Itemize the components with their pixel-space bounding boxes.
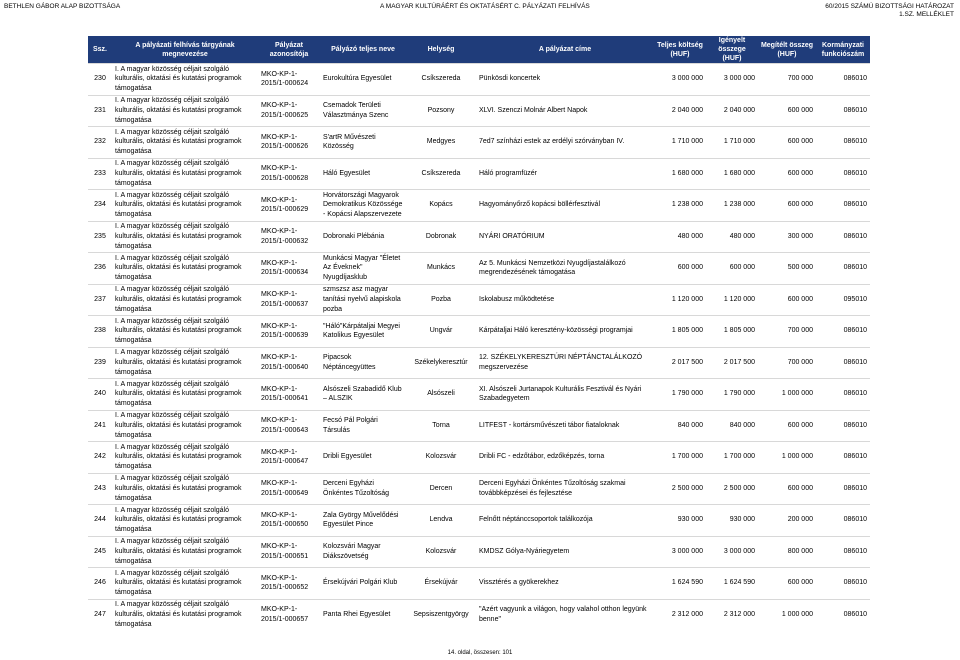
- cell-hely: Dobronak: [406, 221, 476, 253]
- cell-megitelt: 1 000 000: [758, 379, 816, 411]
- cell-hely: Alsószeli: [406, 379, 476, 411]
- cell-funkcio: 086010: [816, 64, 870, 96]
- column-header: Igényelt összege (HUF): [706, 36, 758, 64]
- cell-megitelt: 1 000 000: [758, 599, 816, 630]
- cell-cim: XLVI. Szenczi Molnár Albert Napok: [476, 95, 654, 127]
- cell-targy: I. A magyar közösség céljait szolgáló kulturális, oktatási és kutatási programok támogatása: [112, 64, 258, 96]
- table-row: [88, 316, 870, 348]
- cell-nev: Kolozsvári Magyar Diákszövetség: [320, 536, 406, 568]
- table-row: [88, 379, 870, 411]
- cell-cim: Pünkösdi koncertek: [476, 64, 654, 96]
- cell-ssz: 230: [88, 64, 112, 96]
- cell-funkcio: 086010: [816, 599, 870, 630]
- cell-funkcio: 086010: [816, 473, 870, 505]
- cell-hely: Dercen: [406, 473, 476, 505]
- cell-igenyelt: 1 120 000: [706, 284, 758, 316]
- cell-ssz: 235: [88, 221, 112, 253]
- cell-ssz: 240: [88, 379, 112, 411]
- cell-hely: Munkács: [406, 253, 476, 285]
- cell-ssz: 238: [88, 316, 112, 348]
- cell-nev: Pipacsok Néptáncegyüttes: [320, 347, 406, 379]
- page-footer: 14. oldal, összesen: 101: [447, 650, 513, 656]
- cell-azon: MKO-KP-1-2015/1-000651: [258, 536, 320, 568]
- column-header: Kormányzati funkciószám: [816, 36, 870, 64]
- cell-igenyelt: 1 805 000: [706, 316, 758, 348]
- cell-teljes: 2 040 000: [654, 95, 706, 127]
- cell-targy: I. A magyar közösség céljait szolgáló kulturális, oktatási és kutatási programok támogatása: [112, 568, 258, 600]
- cell-azon: MKO-KP-1-2015/1-000641: [258, 379, 320, 411]
- table-row: [88, 568, 870, 600]
- cell-hely: Torna: [406, 410, 476, 442]
- cell-azon: MKO-KP-1-2015/1-000650: [258, 505, 320, 537]
- cell-azon: MKO-KP-1-2015/1-000629: [258, 190, 320, 222]
- cell-igenyelt: 1 624 590: [706, 568, 758, 600]
- cell-targy: I. A magyar közösség céljait szolgáló kulturális, oktatási és kutatási programok támogatása: [112, 347, 258, 379]
- cell-nev: "Háló"Kárpátaljai Megyei Katolikus Egyesület: [320, 316, 406, 348]
- cell-targy: I. A magyar közösség céljait szolgáló kulturális, oktatási és kutatási programok támogatása: [112, 379, 258, 411]
- cell-megitelt: 700 000: [758, 347, 816, 379]
- column-header: Helység: [406, 36, 476, 64]
- cell-targy: I. A magyar közösség céljait szolgáló kulturális, oktatási és kutatási programok támogatása: [112, 284, 258, 316]
- cell-megitelt: 800 000: [758, 536, 816, 568]
- cell-nev: Panta Rhei Egyesület: [320, 599, 406, 630]
- cell-megitelt: 600 000: [758, 568, 816, 600]
- cell-azon: MKO-KP-1-2015/1-000634: [258, 253, 320, 285]
- table-row: [88, 158, 870, 190]
- cell-nev: Zala György Művelődési Egyesület Pince: [320, 505, 406, 537]
- cell-hely: Csíkszereda: [406, 158, 476, 190]
- cell-funkcio: 086010: [816, 127, 870, 159]
- cell-ssz: 237: [88, 284, 112, 316]
- cell-cim: Vissztérés a gyökerekhez: [476, 568, 654, 600]
- cell-azon: MKO-KP-1-2015/1-000652: [258, 568, 320, 600]
- cell-targy: I. A magyar közösség céljait szolgáló kulturális, oktatási és kutatási programok támogatása: [112, 410, 258, 442]
- cell-funkcio: 086010: [816, 253, 870, 285]
- cell-funkcio: 086010: [816, 379, 870, 411]
- cell-ssz: 233: [88, 158, 112, 190]
- cell-funkcio: 086010: [816, 221, 870, 253]
- table-row: [88, 442, 870, 474]
- cell-nev: szmszsz asz magyar tanítási nyelvű alapiskola pozba: [320, 284, 406, 316]
- cell-targy: I. A magyar közösség céljait szolgáló kulturális, oktatási és kutatási programok támogatása: [112, 505, 258, 537]
- cell-funkcio: 086010: [816, 536, 870, 568]
- cell-nev: Háló Egyesület: [320, 158, 406, 190]
- cell-nev: Csemadok Területi Választmánya Szenc: [320, 95, 406, 127]
- cell-ssz: 245: [88, 536, 112, 568]
- cell-hely: Kolozsvár: [406, 536, 476, 568]
- cell-teljes: 480 000: [654, 221, 706, 253]
- cell-megitelt: 600 000: [758, 95, 816, 127]
- cell-funkcio: 086010: [816, 505, 870, 537]
- cell-cim: 7ed7 színházi estek az erdélyi szórványban IV.: [476, 127, 654, 159]
- table-row: [88, 505, 870, 537]
- cell-targy: I. A magyar közösség céljait szolgáló kulturális, oktatási és kutatási programok támogatása: [112, 127, 258, 159]
- cell-teljes: 1 790 000: [654, 379, 706, 411]
- cell-nev: Eurokultúra Egyesület: [320, 64, 406, 96]
- column-header: A pályázati felhívás tárgyának megnevezése: [112, 36, 258, 64]
- column-header: Ssz.: [88, 36, 112, 64]
- cell-igenyelt: 1 238 000: [706, 190, 758, 222]
- cell-megitelt: 600 000: [758, 190, 816, 222]
- cell-igenyelt: 1 710 000: [706, 127, 758, 159]
- column-header: Pályázó teljes neve: [320, 36, 406, 64]
- column-header: A pályázat címe: [476, 36, 654, 64]
- cell-funkcio: 086010: [816, 568, 870, 600]
- cell-teljes: 2 500 000: [654, 473, 706, 505]
- cell-cim: KMDSZ Gólya-Nyáriegyetem: [476, 536, 654, 568]
- cell-igenyelt: 2 017 500: [706, 347, 758, 379]
- table-row: [88, 284, 870, 316]
- cell-igenyelt: 3 000 000: [706, 64, 758, 96]
- cell-hely: Kopács: [406, 190, 476, 222]
- table-row: [88, 473, 870, 505]
- grant-table: [88, 36, 870, 630]
- cell-azon: MKO-KP-1-2015/1-000625: [258, 95, 320, 127]
- cell-megitelt: 300 000: [758, 221, 816, 253]
- cell-azon: MKO-KP-1-2015/1-000643: [258, 410, 320, 442]
- cell-hely: Ungvár: [406, 316, 476, 348]
- cell-azon: MKO-KP-1-2015/1-000624: [258, 64, 320, 96]
- cell-igenyelt: 1 680 000: [706, 158, 758, 190]
- cell-teljes: 1 710 000: [654, 127, 706, 159]
- cell-teljes: 1 120 000: [654, 284, 706, 316]
- cell-teljes: 930 000: [654, 505, 706, 537]
- cell-ssz: 234: [88, 190, 112, 222]
- cell-cim: Felnőtt néptánccsoportok találkozója: [476, 505, 654, 537]
- cell-nev: Horvátországi Magyarok Demokratikus Közössége - Kopácsi Alapszervezete: [320, 190, 406, 222]
- cell-igenyelt: 3 000 000: [706, 536, 758, 568]
- cell-nev: Alsószeli Szabadidő Klub – ALSZIK: [320, 379, 406, 411]
- cell-targy: I. A magyar közösség céljait szolgáló kulturális, oktatási és kutatási programok támogatása: [112, 473, 258, 505]
- table-body: [88, 64, 870, 631]
- table-row: [88, 599, 870, 630]
- cell-ssz: 247: [88, 599, 112, 630]
- cell-teljes: 840 000: [654, 410, 706, 442]
- cell-megitelt: 600 000: [758, 127, 816, 159]
- cell-hely: Érsekújvár: [406, 568, 476, 600]
- cell-megitelt: 600 000: [758, 473, 816, 505]
- table-row: [88, 347, 870, 379]
- cell-igenyelt: 2 040 000: [706, 95, 758, 127]
- cell-hely: Pozba: [406, 284, 476, 316]
- cell-igenyelt: 930 000: [706, 505, 758, 537]
- cell-megitelt: 1 000 000: [758, 442, 816, 474]
- cell-cim: Hagyományőrző kopácsi böllérfesztivál: [476, 190, 654, 222]
- cell-igenyelt: 2 500 000: [706, 473, 758, 505]
- cell-ssz: 243: [88, 473, 112, 505]
- cell-ssz: 242: [88, 442, 112, 474]
- cell-funkcio: 086010: [816, 347, 870, 379]
- cell-azon: MKO-KP-1-2015/1-000628: [258, 158, 320, 190]
- cell-azon: MKO-KP-1-2015/1-000639: [258, 316, 320, 348]
- header-right: 60/2015 SZÁMÚ BIZOTTSÁGI HATÁROZAT: [825, 3, 954, 10]
- cell-cim: Dribli FC - edzőtábor, edzőképzés, torna: [476, 442, 654, 474]
- table-row: [88, 536, 870, 568]
- cell-teljes: 2 312 000: [654, 599, 706, 630]
- cell-targy: I. A magyar közösség céljait szolgáló kulturális, oktatási és kutatási programok támogatása: [112, 190, 258, 222]
- document-header: [0, 0, 960, 16]
- cell-targy: I. A magyar közösség céljait szolgáló kulturális, oktatási és kutatási programok támogatása: [112, 599, 258, 630]
- cell-funkcio: 086010: [816, 190, 870, 222]
- cell-nev: Munkácsi Magyar "Életet Az Éveknek" Nyugdíjasklub: [320, 253, 406, 285]
- cell-cim: Kárpátaljai Háló keresztény-közösségi programjai: [476, 316, 654, 348]
- cell-cim: NYÁRI ORATÓRIUM: [476, 221, 654, 253]
- cell-azon: MKO-KP-1-2015/1-000637: [258, 284, 320, 316]
- cell-hely: Pozsony: [406, 95, 476, 127]
- cell-funkcio: 086010: [816, 316, 870, 348]
- cell-igenyelt: 1 700 000: [706, 442, 758, 474]
- cell-ssz: 239: [88, 347, 112, 379]
- cell-cim: Háló programfüzér: [476, 158, 654, 190]
- cell-megitelt: 700 000: [758, 64, 816, 96]
- table-row: [88, 127, 870, 159]
- cell-ssz: 232: [88, 127, 112, 159]
- cell-funkcio: 086010: [816, 158, 870, 190]
- cell-cim: LITFEST - kortársművészeti tábor fiataloknak: [476, 410, 654, 442]
- cell-funkcio: 086010: [816, 410, 870, 442]
- header-sub: 1.SZ. MELLÉKLET: [899, 11, 954, 18]
- table-row: [88, 410, 870, 442]
- cell-targy: I. A magyar közösség céljait szolgáló kulturális, oktatási és kutatási programok támogatása: [112, 158, 258, 190]
- table-row: [88, 95, 870, 127]
- cell-hely: Medgyes: [406, 127, 476, 159]
- cell-targy: I. A magyar közösség céljait szolgáló kulturális, oktatási és kutatási programok támogatása: [112, 253, 258, 285]
- header-center: A MAGYAR KULTÚRÁÉRT ÉS OKTATÁSÉRT C. PÁLYÁZATI FELHÍVÁS: [380, 3, 590, 10]
- table-row: [88, 64, 870, 96]
- cell-targy: I. A magyar közösség céljait szolgáló kulturális, oktatási és kutatási programok támogatása: [112, 442, 258, 474]
- cell-megitelt: 600 000: [758, 410, 816, 442]
- cell-ssz: 241: [88, 410, 112, 442]
- cell-nev: Dobronaki Plébánia: [320, 221, 406, 253]
- table-row: [88, 190, 870, 222]
- cell-igenyelt: 2 312 000: [706, 599, 758, 630]
- cell-teljes: 1 680 000: [654, 158, 706, 190]
- cell-azon: MKO-KP-1-2015/1-000632: [258, 221, 320, 253]
- cell-nev: Derceni Egyházi Önkéntes Tűzoltóság: [320, 473, 406, 505]
- cell-targy: I. A magyar közösség céljait szolgáló kulturális, oktatási és kutatási programok támogatása: [112, 316, 258, 348]
- cell-targy: I. A magyar közösség céljait szolgáló kulturális, oktatási és kutatási programok támogatása: [112, 221, 258, 253]
- cell-cim: "Azért vagyunk a világon, hogy valahol otthon legyünk benne": [476, 599, 654, 630]
- cell-funkcio: 086010: [816, 442, 870, 474]
- cell-nev: Érsekújvári Polgári Klub: [320, 568, 406, 600]
- cell-ssz: 236: [88, 253, 112, 285]
- cell-teljes: 1 238 000: [654, 190, 706, 222]
- table-header-row: [88, 36, 870, 64]
- cell-teljes: 3 000 000: [654, 64, 706, 96]
- cell-cim: 12. SZÉKELYKERESZTÚRI NÉPTÁNCTALÁLKOZÓ megszervezése: [476, 347, 654, 379]
- cell-megitelt: 600 000: [758, 284, 816, 316]
- cell-teljes: 3 000 000: [654, 536, 706, 568]
- column-header: Pályázat azonosítója: [258, 36, 320, 64]
- cell-teljes: 600 000: [654, 253, 706, 285]
- cell-cim: Iskolabusz működtetése: [476, 284, 654, 316]
- cell-ssz: 246: [88, 568, 112, 600]
- cell-igenyelt: 840 000: [706, 410, 758, 442]
- cell-cim: Derceni Egyházi Önkéntes Tűzoltóság szakmai továbbképzései és fejlesztése: [476, 473, 654, 505]
- cell-nev: Fecsó Pál Polgári Társulás: [320, 410, 406, 442]
- cell-azon: MKO-KP-1-2015/1-000657: [258, 599, 320, 630]
- cell-teljes: 1 805 000: [654, 316, 706, 348]
- cell-ssz: 231: [88, 95, 112, 127]
- cell-teljes: 1 624 590: [654, 568, 706, 600]
- cell-hely: Lendva: [406, 505, 476, 537]
- cell-azon: MKO-KP-1-2015/1-000626: [258, 127, 320, 159]
- cell-megitelt: 700 000: [758, 316, 816, 348]
- cell-igenyelt: 1 790 000: [706, 379, 758, 411]
- cell-teljes: 2 017 500: [654, 347, 706, 379]
- cell-azon: MKO-KP-1-2015/1-000649: [258, 473, 320, 505]
- cell-teljes: 1 700 000: [654, 442, 706, 474]
- cell-funkcio: 086010: [816, 95, 870, 127]
- cell-megitelt: 600 000: [758, 158, 816, 190]
- column-header: Megítélt összeg (HUF): [758, 36, 816, 64]
- cell-targy: I. A magyar közösség céljait szolgáló kulturális, oktatási és kutatási programok támogatása: [112, 95, 258, 127]
- cell-hely: Kolozsvár: [406, 442, 476, 474]
- cell-azon: MKO-KP-1-2015/1-000647: [258, 442, 320, 474]
- cell-cim: Az 5. Munkácsi Nemzetközi Nyugdíjastalálkozó megrendezésének támogatása: [476, 253, 654, 285]
- cell-nev: S'artR Művészeti Közösség: [320, 127, 406, 159]
- cell-hely: Csíkszereda: [406, 64, 476, 96]
- table-row: [88, 253, 870, 285]
- cell-igenyelt: 600 000: [706, 253, 758, 285]
- cell-igenyelt: 480 000: [706, 221, 758, 253]
- cell-azon: MKO-KP-1-2015/1-000640: [258, 347, 320, 379]
- cell-nev: Dribli Egyesület: [320, 442, 406, 474]
- cell-cim: XI. Alsószeli Jurtanapok Kulturális Fesztivál és Nyári Szabadegyetem: [476, 379, 654, 411]
- cell-hely: Székelykeresztúr: [406, 347, 476, 379]
- cell-ssz: 244: [88, 505, 112, 537]
- header-left: BETHLEN GÁBOR ALAP BIZOTTSÁGA: [4, 3, 121, 10]
- cell-megitelt: 500 000: [758, 253, 816, 285]
- table-row: [88, 221, 870, 253]
- cell-hely: Sepsiszentgyörgy: [406, 599, 476, 630]
- cell-targy: I. A magyar közösség céljait szolgáló kulturális, oktatási és kutatási programok támogatása: [112, 536, 258, 568]
- cell-funkcio: 095010: [816, 284, 870, 316]
- column-header: Teljes költség (HUF): [654, 36, 706, 64]
- cell-megitelt: 200 000: [758, 505, 816, 537]
